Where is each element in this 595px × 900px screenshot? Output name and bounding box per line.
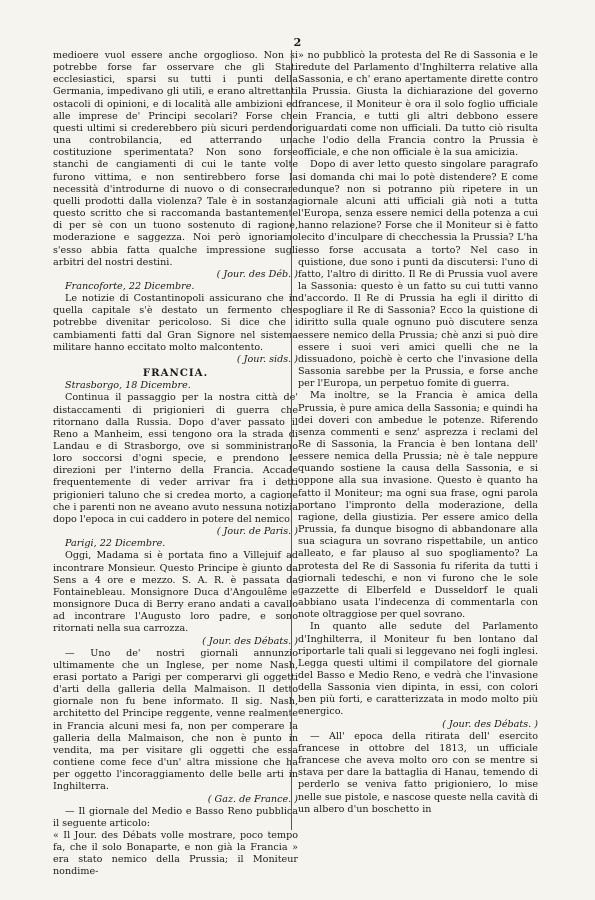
article-paragraph: Dopo di aver letto questo singolare paragrafo si domanda chi mai lo potè distendere? E come dunque? non si potranno più ripetere in un giornale alcuni atti ufficiali già noti a tutta l'Europa, senza essere nemici della potenza a cui hanno relazione? Forse che il Moniteur si è fatto lecito d'inculpare di checchessia la Prussia? L'ha esso forse accusata a torto? Nel caso in quistione, due sono i punti da discutersi: l'uno di fatto, l'altro di diritto. Il Re di Prussia vuol avere la Sassonia: questo è un fatto su cui tutti vanno d'accordo. Il Re di Prussia ha egli il diritto di spogliare il Re di Sassonia? Ecco la quistione di diritto sulla quale ognuno può discutere senza essere nemico della Prussia; chè anzi si può dire essere i suoi veri amici quelli che ne la dissuadono, poichè è certo che l'invasione della Sassonia sarebbe per la Prussia, e forse anche per l'Europa, un perpetuo fomite di guerra.	[298, 159, 538, 390]
column-divider	[291, 50, 292, 830]
section-heading: FRANCIA.	[142, 367, 209, 380]
article-paragraph: Ma inoltre, se la Francia è amica della Prussia, è pure amica della Sassonia; e quindi ha dei doveri con ambedue le potenze. Riferendo senza commenti e senz' asprezza i reclami del Re di Sassonia, la Francia è ben lontana dell' essere nemica della Prussia; nè è tale neppure quando sostiene la causa della Sassonia, e si oppone alla sua invasione. Questo è quanto ha fatto il Moniteur; ma ogni sua frase, ogni parola portano l'impronto della moderazione, della ragione, della giustizia. Per essere amico della Prussia, fa dunque bisogno di abbandonare alla sua sciagura un sovrano rispettabile, un antico alleato, e far plauso al suo spogliamento? La protesta del Re di Sassonia fu riferita da tutti i giornali tedeschi, e non vi furono che le sole gazzette di Elberfeld e Dusseldorf le quali abbiano usata l'indecenza di commentarla con note oltraggiose per quel sovrano.	[298, 390, 538, 621]
article-paragraph: — Il giornale del Medio e Basso Reno pubblica il seguente articolo:	[53, 805, 298, 829]
dateline: Francoforte, 22 Dicembre.	[65, 280, 195, 292]
article-paragraph: » no pubblicò la protesta del Re di Sassonia e le redute del Parlamento d'Inghilterra relative alla Sassonia, e ch' erano apertamente dirette contro la Prussia. Giusta la dichiarazione del governo francese, il Moniteur è ora il solo foglio ufficiale in Francia, e tutti gli altri debbono essere riguardati come non ufficiali. Da tutto ciò risulta che l'odio della Francia contro la Prussia è officiale, e che non officiale è la sua amicizia.	[298, 50, 538, 159]
article-paragraph: Oggi, Madama si è portata fino a Villejuif ad incontrare Monsieur. Questo Principe è giunto da Sens a 4 ore e mezzo. S. A. R. è passata da Fontainebleau. Monsignore Duca d'Angoulême e monsignore Duca di Berry erano andati a cavallo ad incontrare l'Augusto loro padre, e sono ritornati nella sua carrozza.	[53, 550, 298, 635]
dateline: Strasborgo, 18 Dicembre.	[65, 380, 191, 392]
dateline: Parigi, 22 Dicembre.	[65, 538, 166, 550]
source-citation: ( Jour. sids. )	[236, 353, 298, 365]
source-citation: ( Gaz. de France. )	[207, 793, 298, 805]
article-paragraph: Le notizie di Costantinopoli assicurano che in quella capitale s'è destato un fermento che potrebbe divenitar pericoloso. Si dice che i cambiamenti fatti dal Gran Signore nel sistema militare hanno eccitato molto malcontento.	[53, 293, 298, 353]
page-number: 2	[293, 36, 302, 49]
article-paragraph: « Il Jour. des Débats volle mostrare, poco tempo fa, che il solo Bonaparte, e non già la Francia » era stato nemico della Prussia; il Moniteur nondime-	[53, 830, 298, 878]
source-citation: ( Jour. de Paris. )	[216, 526, 298, 538]
right-column	[298, 50, 538, 850]
source-citation: ( Jour. des Débats. )	[442, 718, 538, 730]
source-citation: ( Jour. des Déb. )	[216, 268, 298, 280]
source-citation: ( Jour. des Débats. )	[202, 635, 298, 647]
article-paragraph: — Uno de' nostri giornali annunzio ultimamente che un Inglese, per nome Nash, erasi portato a Parigi per comperarvi gli oggetti d'arti della galleria della Malmaison. Il detto giornale non fu bene informato. Il sig. Nash, architetto del Principe reggente, venne realmente in Francia alcuni mesi fa, non per comperare la galleria della Malmaison, che non è punto in vendita, ma per visitare gli oggetti che essa contiene come fece d'un' altra missione che ha per oggetto l'incoraggiamento delle belle arti in Inghilterra.	[53, 647, 298, 793]
article-paragraph: — All' epoca della ritirata dell' esercito francese in ottobre del 1813, un ufficiale francese che aveva molto oro con se mentre si stava per dare la battaglia di Hanau, temendo di perderlo se veniva fatto prigioniero, lo mise nelle sue pistole, e nascose queste nella cavità di un albero d'un boschetto in	[298, 730, 538, 815]
left-column	[53, 50, 298, 878]
article-paragraph: In quanto alle sedute del Parlamento d'Inghilterra, il Moniteur fu ben lontano dal riportarle tali quali si leggevano nei fogli inglesi. Legga questi ultimi il compilatore del giornale del Basso e Medio Reno, e vedrà che l'invasione della Sassonia vien dipinta, in essi, con colori ben più forti, e caratterizzata in modo molto più energico.	[298, 621, 538, 718]
article-paragraph: Continua il passaggio per la nostra città de' distaccamenti di prigionieri di guerra che ritornano dalla Russia. Dopo d'aver passato il Reno a Manheim, essi tengono ora la strada di Landau e di Strasborgo, ove si somministrano loro soccorsi d'ogni specie, e prendono le direzioni per l'interno della Francia. Accade frequentemente di veder arrivar fra i detti prigionieri taluno che si credea morto, a cagione che i parenti non ne aveano avuto nessuna notizia dopo l'epoca in cui caddero in potere del nemico.	[53, 392, 298, 525]
article-paragraph: medioere vuol essere anche orgoglioso. Non si potrebbe forse far osservare che gli Stati ecclesiastici, sparsi su tutti i punti della Germania, impedivano gli utili, e erano altrettanti ostacoli di opinioni, e di località alle ambizioni ed alle imprese de' Principi secolari? Forse che questi ultimi si crederebbero più sicuri perdendo una controbilancia, ed atterrando una costituzione sperimentata? Non sono forse stanchi de cangiamenti di cui le tante volte furono vittima, e non sentirebbero forse la necessità d'introdurne di nuovo o di consecrare quelli prodotti dalla violenza? Tale è in sostanza questo scritto che si raccomanda bastantemente di per sè con un tuono sostenuto di ragione, moderazione e saggezza. Noi però ignoriamo s'esso abbia fatta qualche impressione sugli arbitri del nostri destini.	[53, 50, 298, 268]
